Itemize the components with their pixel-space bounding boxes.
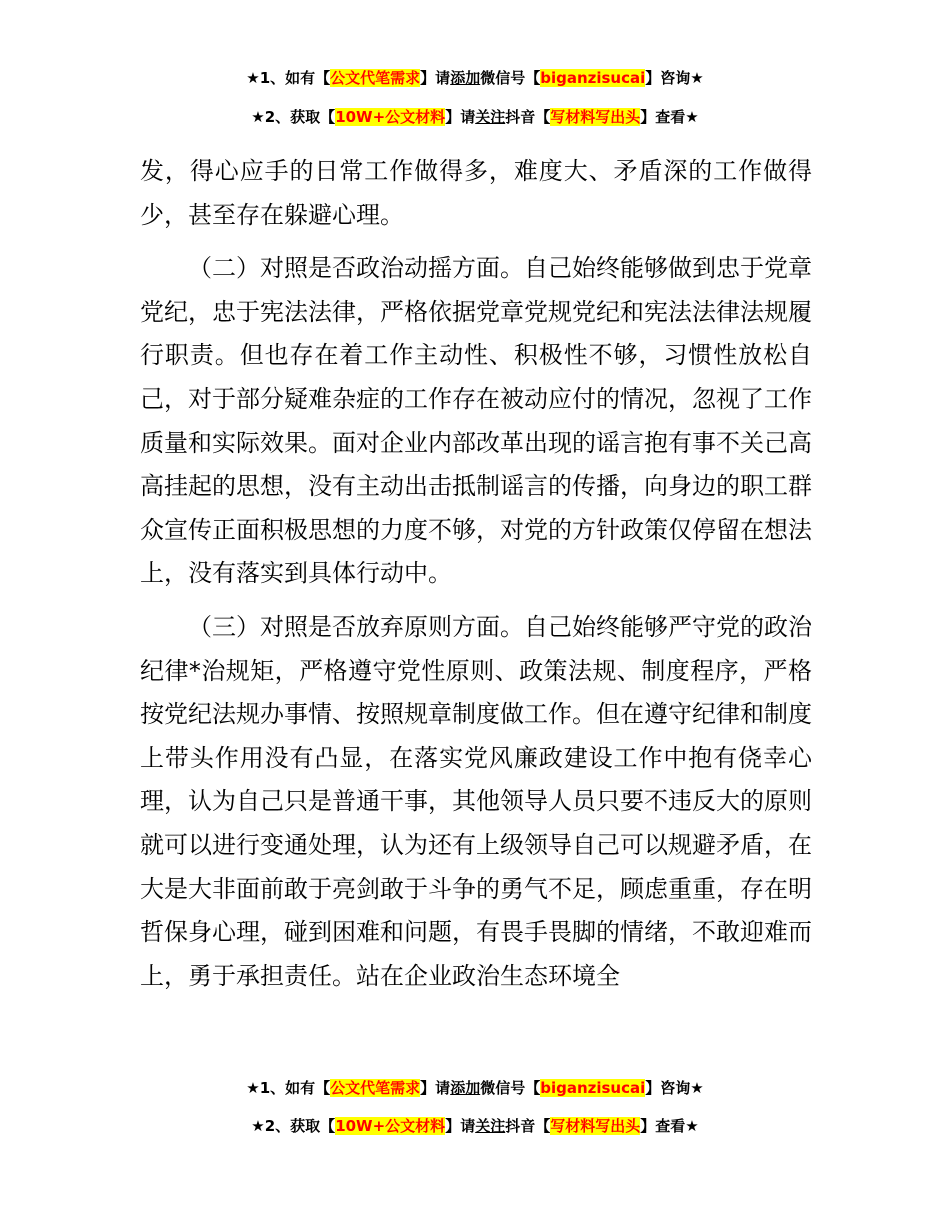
header-line-2-suffix: 】查看★ [640, 108, 699, 126]
footer-line-1-suffix: 】咨询★ [645, 1079, 704, 1097]
header-line-2-mid: 】请 [445, 108, 476, 126]
header-line-1-prefix: ★1、如有【 [246, 69, 331, 87]
footer-line-2-highlight-materials: 10W+公文材料 [335, 1117, 446, 1135]
footer-line-2-mid-2: 抖音【 [505, 1117, 551, 1135]
header-line-1-wechat-id: biganzisucai [540, 69, 646, 87]
header-line-1-emphasis: 添加 [450, 69, 481, 87]
header-line-1-suffix: 】咨询★ [645, 69, 704, 87]
footer-line-1 [0, 1078, 950, 1098]
header-line-1-mid: 】请 [420, 69, 451, 87]
footer-line-1-wechat-id: biganzisucai [540, 1079, 646, 1097]
header-line-2 [0, 107, 950, 127]
footer-line-2-suffix: 】查看★ [640, 1117, 699, 1135]
header-line-2-prefix: ★2、获取【 [251, 108, 336, 126]
header-line-2-douyin-id: 写材料写出头 [550, 108, 641, 126]
footer-line-2-prefix: ★2、获取【 [251, 1117, 336, 1135]
header-line-2-emphasis: 关注 [475, 108, 506, 126]
footer-line-1-emphasis: 添加 [450, 1079, 481, 1097]
footer-line-1-highlight-service: 公文代笔需求 [330, 1079, 421, 1097]
header-line-2-mid-2: 抖音【 [505, 108, 551, 126]
footer-line-2 [0, 1116, 950, 1136]
footer-line-1-prefix: ★1、如有【 [246, 1079, 331, 1097]
footer-line-2-douyin-id: 写材料写出头 [550, 1117, 641, 1135]
header-line-2-highlight-materials: 10W+公文材料 [335, 108, 446, 126]
paragraph-continuation: 发，得心应手的日常工作做得多，难度大、矛盾深的工作做得少，甚至存在躲避心理。 [140, 157, 812, 229]
paragraph-section-2: （二）对照是否政治动摇方面。自己始终能够做到忠于党章党纪，忠于宪法法律，严格依据党章党规党纪和宪法法律法规履行职责。但也存在着工作主动性、积极性不够，习惯性放松自己，对于部分疑难杂症的工作存在被动应付的情况，忽视了工作质量和实际效果。面对企业内部改革出现的谣言抱有事不关己高高挂起的思想，没有主动出击抵制谣言的传播，向身边的职工群众宣传正面积极思想的力度不够，对党的方针政策仅停留在想法上，没有落实到具体行动中。 [140, 254, 812, 588]
footer-line-1-mid-2: 微信号【 [480, 1079, 541, 1097]
header-line-1-highlight-service: 公文代笔需求 [330, 69, 421, 87]
footer-line-2-mid: 】请 [445, 1117, 476, 1135]
header-line-1 [0, 68, 950, 88]
footer-line-1-mid: 】请 [420, 1079, 451, 1097]
footer-line-2-emphasis: 关注 [475, 1117, 506, 1135]
paragraph-section-3: （三）对照是否放弃原则方面。自己始终能够严守党的政治纪律*治规矩，严格遵守党性原则、政策法规、制度程序，严格按党纪法规办事情、按照规章制度做工作。但在遵守纪律和制度上带头作用没有凸显，在落实党风廉政建设工作中抱有侥幸心理，认为自己只是普通干事，其他领导人员只要不违反大的原则就可以进行变通处理，认为还有上级领导自己可以规避矛盾，在大是大非面前敢于亮剑敢于斗争的勇气不足，顾虑重重，存在明哲保身心理，碰到困难和问题，有畏手畏脚的情绪，不敢迎难而上，勇于承担责任。站在企业政治生态环境全 [140, 612, 812, 990]
header-line-1-mid-2: 微信号【 [480, 69, 541, 87]
document-body [140, 150, 812, 998]
